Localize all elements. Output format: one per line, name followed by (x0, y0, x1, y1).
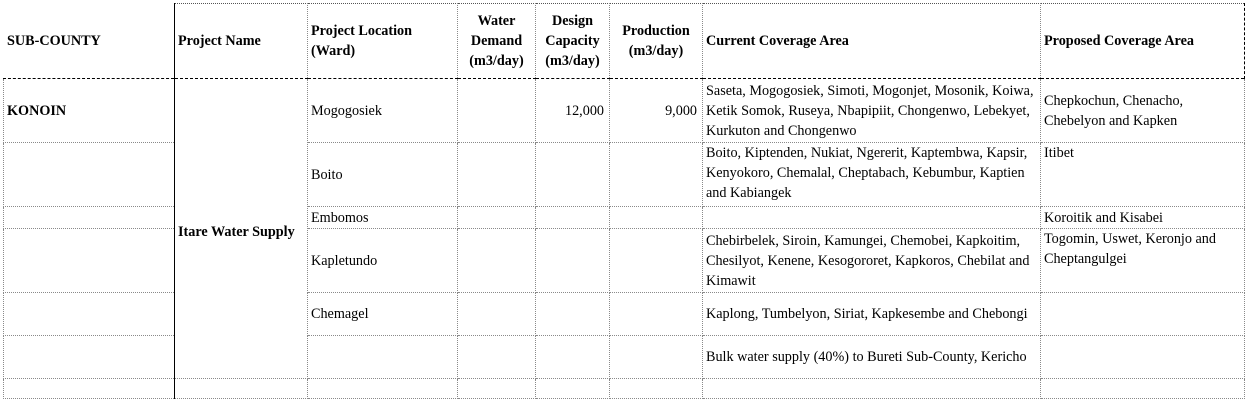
project-name-cell: Itare Water Supply (175, 79, 308, 379)
design-capacity-cell: 12,000 (536, 79, 610, 143)
design-capacity-cell (536, 379, 610, 399)
production-cell (610, 336, 703, 379)
water-demand-cell (458, 207, 536, 229)
sub-county-cell (4, 293, 175, 336)
current-coverage-cell: Bulk water supply (40%) to Bureti Sub-County, Kericho (703, 336, 1041, 379)
proposed-coverage-cell (1041, 379, 1245, 399)
production-cell (610, 379, 703, 399)
ward-cell (308, 336, 458, 379)
proposed-coverage-cell: Chepkochun, Chenacho, Chebelyon and Kapken (1041, 79, 1245, 143)
production-cell (610, 229, 703, 293)
current-coverage-cell: Chebirbelek, Siroin, Kamungei, Chemobei, Kapkoitim, Chesilyot, Kenene, Kesogororet, Kapkoros, Chebilat and Kimawit (703, 229, 1041, 293)
ward-cell: Boito (308, 143, 458, 207)
header-current-coverage: Current Coverage Area (703, 4, 1041, 79)
header-proposed-coverage: Proposed Coverage Area (1041, 4, 1245, 79)
current-coverage-cell: Boito, Kiptenden, Nukiat, Ngererit, Kaptembwa, Kapsir, Kenyokoro, Chemalal, Cheptabach, Kebumbur, Kaptien and Kabiangek (703, 143, 1041, 207)
design-capacity-cell (536, 336, 610, 379)
current-coverage-cell (703, 207, 1041, 229)
production-cell: 9,000 (610, 79, 703, 143)
design-capacity-cell (536, 143, 610, 207)
proposed-coverage-cell: Itibet (1041, 143, 1245, 207)
sub-county-cell: KONOIN (4, 79, 175, 143)
ward-cell: Kapletundo (308, 229, 458, 293)
header-design-capacity: Design Capacity (m3/day) (536, 4, 610, 79)
water-demand-cell (458, 79, 536, 143)
proposed-coverage-cell (1041, 336, 1245, 379)
proposed-coverage-cell (1041, 293, 1245, 336)
current-coverage-cell: Kaplong, Tumbelyon, Siriat, Kapkesembe and Chebongi (703, 293, 1041, 336)
water-supply-table (3, 3, 1245, 399)
ward-cell: Mogogosiek (308, 79, 458, 143)
header-project-name: Project Name (175, 4, 308, 79)
header-row (4, 4, 1245, 79)
sub-county-cell (4, 143, 175, 207)
sub-county-cell (4, 336, 175, 379)
design-capacity-cell (536, 207, 610, 229)
design-capacity-cell (536, 229, 610, 293)
sub-county-cell (4, 207, 175, 229)
production-cell (610, 207, 703, 229)
design-capacity-cell (536, 293, 610, 336)
header-production: Production (m3/day) (610, 4, 703, 79)
ward-cell (308, 379, 458, 399)
proposed-coverage-cell: Togomin, Uswet, Keronjo and Cheptangulgei (1041, 229, 1245, 293)
header-project-location: Project Location (Ward) (308, 4, 458, 79)
water-demand-cell (458, 229, 536, 293)
production-cell (610, 293, 703, 336)
water-demand-cell (458, 293, 536, 336)
current-coverage-cell (703, 379, 1041, 399)
table-row (4, 379, 1245, 399)
ward-cell: Embomos (308, 207, 458, 229)
water-demand-cell (458, 143, 536, 207)
project-name-cell (175, 379, 308, 399)
current-coverage-cell: Saseta, Mogogosiek, Simoti, Mogonjet, Mosonik, Koiwa, Ketik Somok, Ruseya, Nbapipiit, Chongenwo, Lebekyet, Kurkuton and Chongenwo (703, 79, 1041, 143)
sub-county-cell (4, 379, 175, 399)
sub-county-cell (4, 229, 175, 293)
ward-cell: Chemagel (308, 293, 458, 336)
proposed-coverage-cell: Koroitik and Kisabei (1041, 207, 1245, 229)
production-cell (610, 143, 703, 207)
water-demand-cell (458, 336, 536, 379)
table-row (4, 79, 1245, 143)
header-water-demand: Water Demand (m3/day) (458, 4, 536, 79)
header-sub-county: SUB-COUNTY (4, 4, 175, 79)
water-demand-cell (458, 379, 536, 399)
